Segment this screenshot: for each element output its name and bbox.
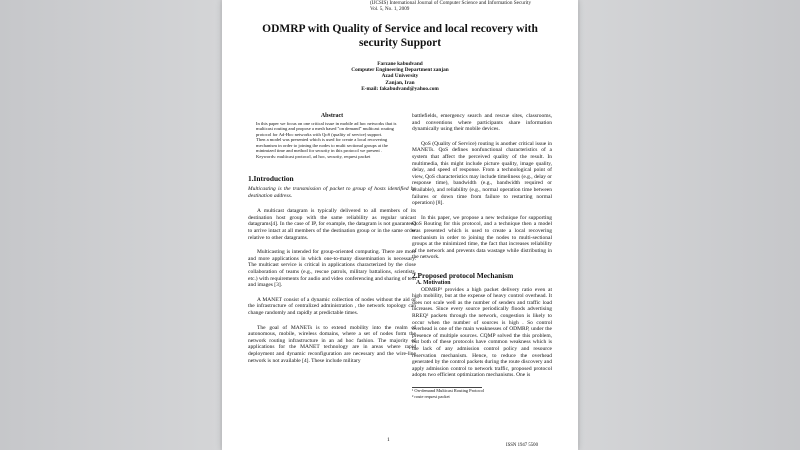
body-paragraph: Multicasting is intended for group-oriented computing. There are more and more applications in which one-to-many dissemination is necessary. The multicast service is critical in applications characterized by the close collaboration of teams (e.g., rescue patrols, military battalions, scientists, etc.) with requirements for audio and video conferencing and sharing of text and images [3]. (248, 249, 416, 289)
abstract-heading: Abstract (320, 113, 344, 119)
paper-title (222, 22, 578, 50)
body-paragraph: The goal of MANETs is to extend mobility into the realm of autonomous, mobile, wireless domains, where a set of nodes form the network routing infrastructure in an ad hoc fashion. The majority of applications for the MANET technology are in areas where rapid deployment and dynamic reconfiguration are necessary and the wire-line network is not available [4]. These include military (248, 324, 416, 364)
body-paragraph: A multicast datagram is typically delivered to all members of its destination host group with the same reliability as regular unicast datagrams[4]. In the case of IP, for example, the datagram is not guaranteed to arrive intact at all members of the destination group or in the same order relative to other datagrams. (248, 208, 416, 241)
journal-volume: Vol. 5, No. 1, 2009 (370, 6, 410, 13)
title-line-1: ODMRP with Quality of Service and local recovery with (262, 23, 538, 35)
author-department: Computer Engineering Department zanjan (351, 67, 449, 74)
section-heading-introduction: 1.Introduction (248, 174, 294, 184)
footnote: ² route request packet (412, 393, 450, 399)
journal-name: (IJCSIS) International Journal of Computer Science and Information Security (370, 0, 532, 6)
body-paragraph: A MANET consist of a dynamic collection of nodes without the aid of the infrastructure of centralized administration , the network topology can change randomly and rapidly at predictable times. (248, 296, 416, 316)
author-block (222, 61, 578, 92)
body-paragraph: QoS (Quality of Service) routing is another critical issue in MANETs. QoS defines nonfunctional characteristics of a system that affect the perceived quality of the result. In multimedia, this might include picture quality, image quality, delay, and speed of response. From a technological point of view, QoS characteristics may include timeliness (e.g., delay or response time), bandwidth (e.g., bandwidth required or available), and reliability (e.g., normal operation time between failures or down time from failure to restarting normal operation) [8]. (412, 140, 552, 207)
author-university: Azad University (381, 73, 419, 80)
left-gutter (0, 0, 220, 450)
page-number: 1 (387, 437, 390, 443)
abstract-body (256, 121, 408, 160)
body-paragraph: ODMRP¹ provides a high packet delivery ratio even at high mobility, but at the expense of heavy control overhead. It does not scale well as the number of senders and traffic load increases. Since every source periodically floods advertising RREQ² packets through the network, congestion is likely to occur when the number of sources is high . So control overhead is one of the main weaknesses of ODMRP, under the presence of multiple sources. CQMP solved the this problem, but both of these protocols have common weakness which is the lack of any admission control policy and resource reservation mechanism. Hence, to reduce the overhead generated by the control packets during the route discovery and apply admission control to network traffic, proposed protocol adopts two efficient optimization mechanisms. One is (412, 286, 552, 379)
author-location: Zanjan, Iran (385, 79, 415, 86)
abstract-paragraph: In this paper we focus on one critical issue in mobile ad hoc networks that is multicast routing and propose a mesh based "on demand" multicast routing protocol for Ad-Hoc networks with QoS (quality of service) support. (256, 120, 397, 137)
intro-italic-definition: Multicasting is the transmission of packet to group of hosts identified by destination address. (248, 186, 416, 199)
journal-header (370, 0, 531, 13)
issn-label: ISSN 1947 5500 (506, 443, 538, 448)
left-column (248, 113, 416, 364)
body-paragraph: battlefields, emergency search and rescue sites, classrooms, and conventions where participants share information dynamically using their mobile devices. (412, 113, 552, 133)
right-gutter (580, 0, 800, 450)
author-email: E-mail: fakabudvand@yahoo.com (361, 85, 439, 92)
body-paragraph: In this paper, we propose a new technique for supporting QoS Routing for this protocol, and a technique then a model was presented which is used to create a local recovering mechanism in order to joining the nodes to multi-sectional groups at the minimized time, the fact that increases reliability of the network and prevents data wastage while distributing in the network. (412, 214, 552, 261)
author-name: Farzane kabudvand (377, 61, 423, 67)
footnote: ¹ On-demand Multicast Routing Protocol (412, 387, 485, 393)
abstract-keywords: Keywords: multicast protocol, ad hoc, security, request packet (256, 153, 371, 159)
paper-page (222, 0, 578, 450)
title-line-2: security Support (358, 37, 442, 49)
section-heading-proposed-mechanism: 2.Proposed protocol Mechanism (412, 270, 514, 280)
subsection-heading-motivation: A. Motivation (416, 279, 451, 286)
right-column (412, 113, 552, 399)
abstract-paragraph: Then a model was presented which is used for create a local recovering mechanism in order to joining the nodes to multi sectional groups at the minimized time and method for security in this protocol we present . (256, 137, 388, 154)
